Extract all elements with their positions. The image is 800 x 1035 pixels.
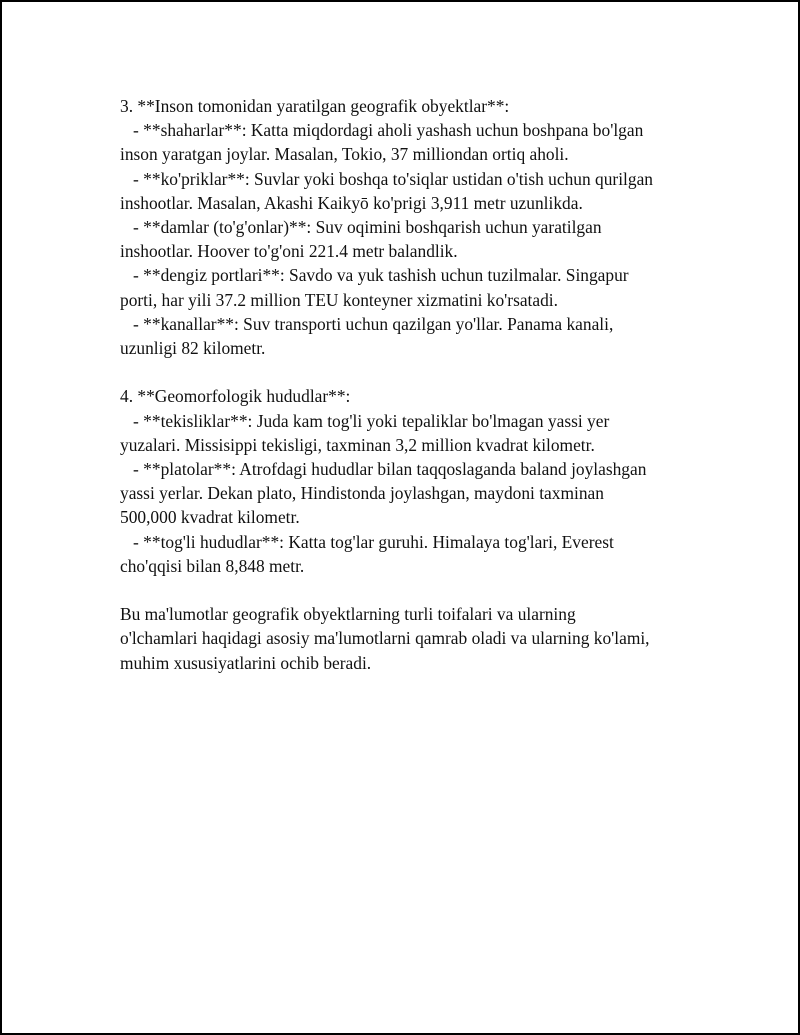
section-4-line: yuzalari. Missisippi tekisligi, taxminan 3,2 million kvadrat kilometr. (120, 434, 595, 455)
section-4-line: - **platolar**: Atrofdagi hududlar bilan taqqoslaganda baland joylashgan (120, 459, 647, 480)
section-3-line: porti, har yili 37.2 million TEU konteyner xizmatini ko'rsatadi. (120, 289, 558, 310)
paragraph-gap (120, 360, 700, 384)
section-3-line: - **ko'priklar**: Suvlar yoki boshqa to'siqlar ustidan o'tish uchun qurilgan (120, 168, 653, 189)
section-4-line: - **tekisliklar**: Juda kam tog'li yoki tepaliklar bo'lmagan yassi yer (120, 410, 610, 431)
section-4-line: yassi yerlar. Dekan plato, Hindistonda joylashgan, maydoni taxminan (120, 483, 604, 504)
paragraph-gap (120, 578, 700, 602)
document-body (120, 94, 700, 675)
section-3-line: uzunligi 82 kilometr. (120, 338, 266, 359)
section-4-line: cho'qqisi bilan 8,848 metr. (120, 555, 305, 576)
section-3-line: - **kanallar**: Suv transporti uchun qazilgan yo'llar. Panama kanali, (120, 313, 614, 334)
section-3-line: - **dengiz portlari**: Savdo va yuk tashish uchun tuzilmalar. Singapur (120, 265, 629, 286)
conclusion-line: muhim xususiyatlarini ochib beradi. (120, 652, 372, 673)
section-3-line: inson yaratgan joylar. Masalan, Tokio, 37 milliondan ortiq aholi. (120, 144, 569, 165)
section-4 (120, 384, 700, 578)
conclusion-line: Bu ma'lumotlar geografik obyektlarning turli toifalari va ularning (120, 604, 576, 625)
section-4-line: 500,000 kvadrat kilometr. (120, 507, 300, 528)
section-4-heading: 4. **Geomorfologik hududlar**: (120, 386, 351, 407)
section-3-line: inshootlar. Hoover to'g'oni 221.4 metr balandlik. (120, 241, 458, 262)
section-3-line: inshootlar. Masalan, Akashi Kaikyō ko'prigi 3,911 metr uzunlikda. (120, 192, 583, 213)
section-3-line: - **shaharlar**: Katta miqdordagi aholi yashash uchun boshpana bo'lgan (120, 120, 644, 141)
section-4-line: - **tog'li hududlar**: Katta tog'lar guruhi. Himalaya tog'lari, Everest (120, 531, 614, 552)
conclusion-line: o'lchamlari haqidagi asosiy ma'lumotlarni qamrab oladi va ularning ko'lami, (120, 628, 650, 649)
conclusion-paragraph (120, 602, 700, 675)
section-3-line: - **damlar (to'g'onlar)**: Suv oqimini boshqarish uchun yaratilgan (120, 217, 602, 238)
section-3 (120, 94, 700, 360)
section-3-heading: 3. **Inson tomonidan yaratilgan geografik obyektlar**: (120, 96, 510, 116)
